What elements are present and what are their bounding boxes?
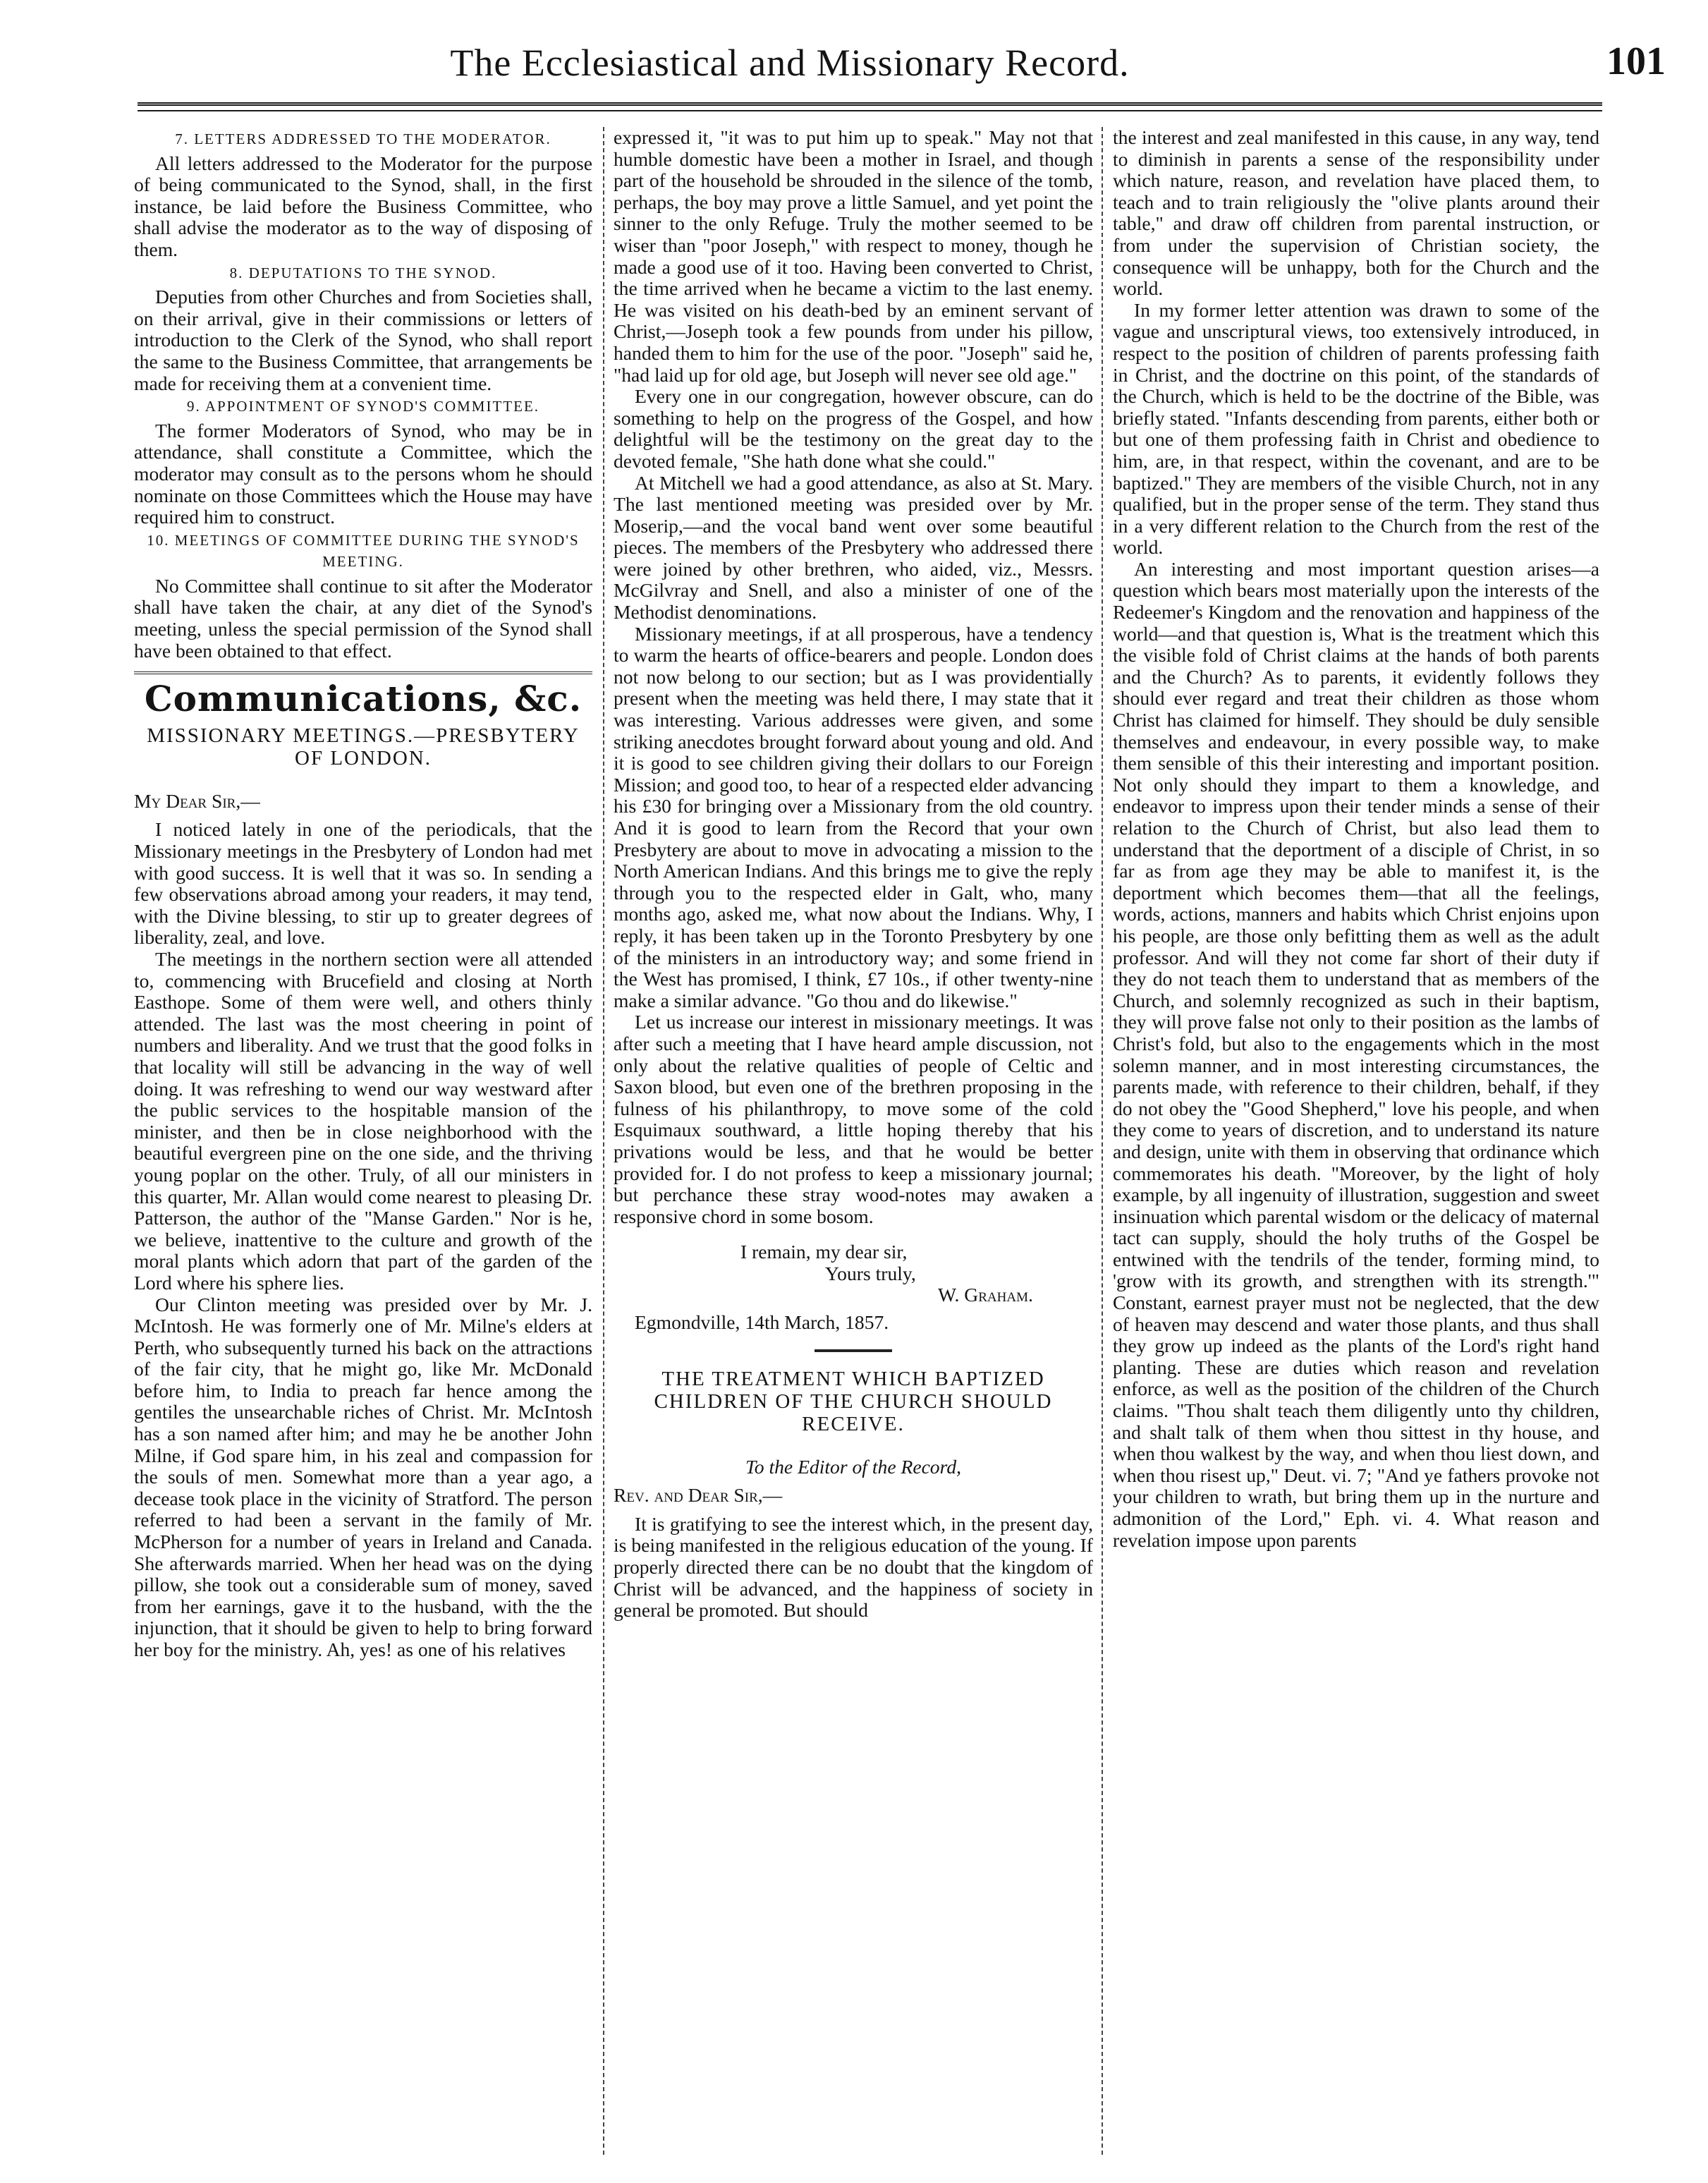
paragraph: At Mitchell we had a good attendance, as also at St. Mary. The last mentioned meeting was presided over by Mr. Moserip,—and the vocal band went over some beautiful pieces. The members of the Presbytery who addressed there were joined by other brethren, who aided, viz., Messrs. McGilvray and Snell, and also a minister of one of the Methodist denominations. [614, 471, 1093, 624]
article-divider [815, 1349, 892, 1352]
paragraph: No Committee shall continue to sit after the Moderator shall have taken the chair, at any diet of the Synod's meeting, unless the special permission of the Synod shall have been obtained to that effect. [134, 574, 592, 662]
column-divider-2 [1102, 127, 1103, 2155]
paragraph: In my former letter attention was drawn to some of the vague and unscriptural views, too extensively introduced, in respect to the position of children of parents professing faith in Christ, and the doctrine on this point, of the standards of the Church, which is held to be the doctrine of the Bible, was briefly stated. "Infants descending from parents, either both or but one of them professing faith in Christ and obedience to him, are, in that respect, within the covenant, and are to be baptized." They are members of the visible Church, not in any qualified, but in the proper sense of the term. They stand thus in a very different relation to the Church from the rest of the world. [1113, 298, 1599, 559]
page-number: 101 [1606, 39, 1666, 83]
header-rule [138, 102, 1602, 111]
section-heading-7: 7. LETTERS ADDRESSED TO THE MODERATOR. [175, 130, 551, 147]
paragraph: All letters addressed to the Moderator for the purpose of being communicated to the Synod, shall, in the first instance, be laid before the Business Committee, who shall advise the moderator as to the way of disposing of them. [134, 152, 592, 260]
section-heading-10: 10. MEETINGS OF COMMITTEE DURING THE SYNOD'S MEETING. [147, 531, 580, 571]
section-banner: Communications, &c. [144, 678, 582, 720]
paragraph: It is gratifying to see the interest which, in the present day, is being manifested in the religious education of the young. If properly directed there can be no doubt that the kingdom of Christ will be advanced, and the happiness of society in general be promoted. But should [614, 1512, 1093, 1622]
letter-closing [614, 1241, 1093, 1306]
column-1 [134, 127, 592, 2155]
signature: W. Graham. [938, 1284, 1033, 1306]
dateline: Egmondville, 14th March, 1857. [635, 1311, 889, 1334]
paragraph: expressed it, "it was to put him up to speak." May not that humble domestic have been a mother in Israel, and though part of the household be shrouded in the silence of the tomb, perhaps, the boy may prove a little Samuel, and yet point the sinner to the only Refuge. Truly the mother seemed to be wiser than "poor Joseph," with respect to money, though he made a good use of it too. Having been converted to Christ, the time arrived when he became a victim to the last enemy. He was visited on his death-bed by an eminent servant of Christ,—Joseph took a few pounds from under his pillow, handed them to him for the use of the poor. "Joseph" said he, "had laid up for old age, but Joseph will never see old age." [614, 127, 1093, 386]
paragraph: Let us increase our interest in missionary meetings. It was after such a meeting that I have heard ample discussion, not only about the relative qualities of people of Celtic and Saxon blood, but even one of the brethren proposing in the fulness of his philanthropy, to move some of the cold Esquimaux southward, a little hoping thereby that his privations would be less, and that he would be better provided for. I do not profess to keep a missionary journal; but perchance these stray wood-notes may awaken a responsive chord in some bosom. [614, 1011, 1093, 1227]
column-2 [614, 127, 1093, 2155]
paragraph: The meetings in the northern section were all attended to, commencing with Brucefield and closing at North Easthope. Some of them were well, and others thinly attended. The last was the most cheering in point of numbers and liberality. And we trust that the good folks in that locality will still be advancing in the way of well doing. It was refreshing to wend our way westward after the public services to the hospitable mansion of the minister, and then be in close neighborhood with the beautiful evergreen pine on the one side, and the thriving young poplar on the other. Truly, of all our ministers in this quarter, Mr. Allan would come nearest to pleasing Dr. Patterson, the author of the "Manse Garden." Nor is he, we believe, inattentive to the culture and growth of the moral plants which adorn that part of the garden of the Lord where his sphere lies. [134, 948, 592, 1294]
section-heading-8: 8. DEPUTATIONS TO THE SYNOD. [229, 264, 497, 281]
paragraph: Missionary meetings, if at all prosperous, have a tendency to warm the hearts of office-bearers and people. London does not now belong to our section; but as I was providentially present when the meeting was held there, I may state that it was interesting. Various addresses were given, and some striking anecdotes brought forward about young and old. And it is good to see children giving their dollars to our Foreign Mission; and good too, to hear of a respected elder advancing his £30 for bringing over a Missionary from the old country. And it is good to learn from the Record that your own Presbytery are about to move in advocating a mission to the North American Indians. And this brings me to give the reply through you to the respected elder in Galt, who, many months ago, asked me, what now about the Indians. Why, I reply, it has been taken up in the Toronto Presbytery by one of the ministers in an introductory way; and some friend in the West has promised, I think, £7 10s., if other twenty-nine make a similar advance. "Go thou and do likewise." [614, 622, 1093, 1011]
column-divider-1 [603, 127, 604, 2155]
closing-line: I remain, my dear sir, [740, 1241, 908, 1263]
paragraph: Our Clinton meeting was presided over by Mr. J. McIntosh. He was formerly one of Mr. Milne's elders at Perth, who subsequently turned his back on the attractions of the fair city, that he might go, like Mr. McDonald before him, to India to preach far hence among the gentiles the unsearchable riches of Christ. Mr. McIntosh has a son named after him; and may he be another John Milne, if God spare him, in his zeal and compassion for the souls of men. Somewhat more than a year ago, a decease took place in the vicinity of Stratford. The person referred to had been a servant in the family of Mr. McPherson for a number of years in Ireland and Canada. She afterwards married. When her head was on the dying pillow, she took out a considerable sum of money, saved from her earnings, gave it to the husband, with the the injunction, that it should be given to help to bring forward her boy for the ministry. Ah, yes! as one of his relatives [134, 1293, 592, 1660]
paragraph: Deputies from other Churches and from Societies shall, on their arrival, give in their commissions or letters of introduction to the Clerk of the Synod, who shall report the same to the Business Committee, that arrangements be made for receiving them at a convenient time. [134, 286, 592, 394]
paragraph: the interest and zeal manifested in this cause, in any way, tend to diminish in parents a sense of the responsibility under which nature, reason, and revelation have placed them, to teach and to train religiously the "olive plants around their table," and draw off children from parental instruction, or from under the supervision of Christian society, the consequence will be unhappy, both for the Church and the world. [1113, 127, 1599, 300]
section-heading-9: 9. APPOINTMENT OF SYNOD'S COMMITTEE. [186, 398, 540, 415]
column-3 [1113, 127, 1599, 2155]
paragraph: The former Moderators of Synod, who may be in attendance, shall constitute a Committee, which the moderator may consult as to the persons whom he should nominate on those Committees which the House may have required him to construct. [134, 419, 592, 528]
section-divider [134, 671, 592, 674]
paragraph: Every one in our congregation, however obscure, can do something to help on the progress of the Gospel, and how delightful will be the testimony on the great day to the devoted female, "She hath done what she could." [614, 385, 1093, 472]
paragraph: An interesting and most important question arises—a question which bears most materially upon the interests of the Redeemer's Kingdom and the renovation and happiness of the world—and that question is, What is the treatment which this the visible fold of Christ claims at the hands of both parents and the Church? As to parents, it evidently follows they should ever regard and treat their children as those whom Christ has claimed for himself. They should be duly sensible themselves and endeavour, in every possible way, to make them sensible of this their interesting and important position. Not only should they impart to them a knowledge, and endeavor to impress upon their tender minds a sense of their relation to the Church of Christ, but also lead them to understand that the deportment of a disciple of Christ, in so far as from age they may be able to manifest it, is the deportment which becomes them—that all the feelings, words, actions, manners and habits which Christ enjoins upon his people, are those only befitting them as well as the adult professor. And will they not come far short of their duty if they do not teach them to understand that as members of the Church, and solemnly recognized as such in their baptism, they will prove false not only to their position as the lambs of Christ's fold, but also to the engagements which in the most solemn manner, and in most interesting circumstances, the parents made, with reference to their children, behalf, if they do not obey the "Good Shepherd," love his people, and when they come to years of discretion, and to understand its nature and design, unite with them in observing that ordinance which commemorates his death. "Moreover, by the light of holy example, by all ingenuity of illustration, suggestion and sweet insinuation which parental wisdom or the delicacy of maternal tact can supply, should the holy truths of the Gospel be entwined with the tendrils of the tender, forming mind, to 'grow with its growth, and strengthen with its strength.'" Constant, earnest prayer must not be neglected, that the dew of heaven may descend and water those plants, and thus shall they grow up indeed as the plants of the Lord's right hand planting. These are duties which reason and revelation enforce, as well as the position of the children of the Church claims. "Thou shalt teach them diligently unto thy children, and shalt talk of them when thou sittest in thy house, and when thou walkest by the way, and when thou liest down, and when thou risest up," Deut. vi. 7; "And ye fathers provoke not your children to wrath, but bring them up in the nurture and admonition of the Lord," Eph. vi. 4. What reason and revelation impose upon parents [1113, 557, 1599, 1551]
paragraph: I noticed lately in one of the periodicals, that the Missionary meetings in the Presbytery of London had met with good success. It is well that it was so. In sending a few observations abroad among your readers, it may tend, with the Divine blessing, to stir up to greater degrees of liberality, zeal, and love. [134, 818, 592, 949]
article-title: MISSIONARY MEETINGS.—PRESBYTERY OF LONDON. [147, 724, 580, 770]
letter-greeting: My Dear Sir,— [134, 789, 260, 812]
editor-address: To the Editor of the Record, [745, 1455, 962, 1478]
letter-greeting-2: Rev. and Dear Sir,— [614, 1484, 783, 1507]
page-header-title: The Ecclesiastical and Missionary Record. [450, 42, 1130, 84]
closing-line: Yours truly, [825, 1262, 916, 1284]
article-title-2: THE TREATMENT WHICH BAPTIZED CHILDREN OF THE CHURCH SHOULD RECEIVE. [654, 1367, 1053, 1435]
